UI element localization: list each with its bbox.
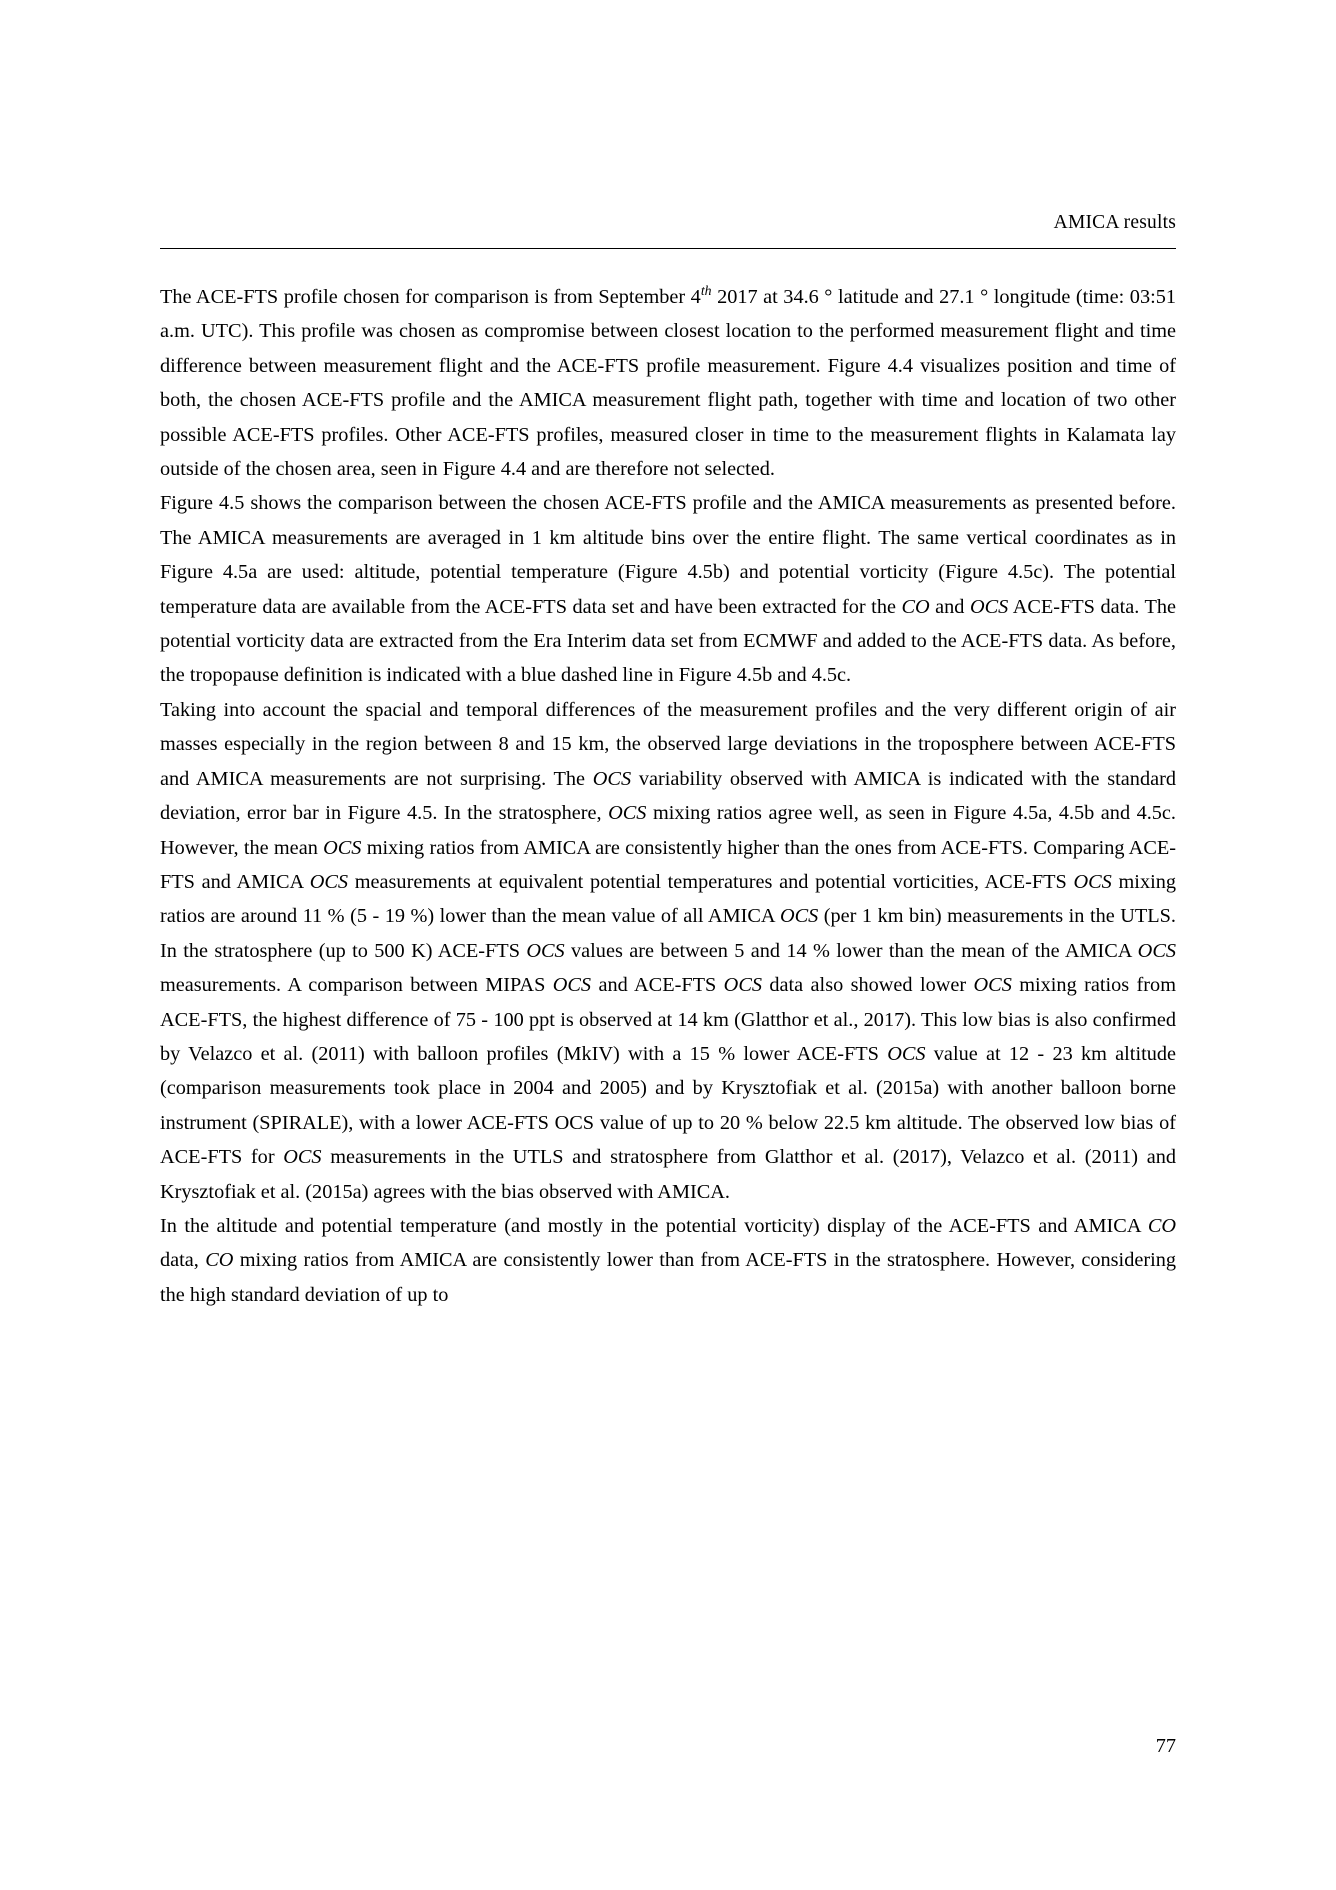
body-text bbox=[160, 280, 1176, 1312]
header-divider bbox=[160, 248, 1176, 249]
paragraph-3: Taking into account the spacial and temporal differences of the measurement profiles and the very different origin of air masses especially in the region between 8 and 15 km, the observed large deviations in the troposphere between ACE-FTS and AMICA measurements are not surprising. The OCS variability observed with AMICA is indicated with the standard deviation, error bar in Figure 4.5. In the stratosphere, OCS mixing ratios agree well, as seen in Figure 4.5a, 4.5b and 4.5c. However, the mean OCS mixing ratios from AMICA are consistently higher than the ones from ACE-FTS. Comparing ACE-FTS and AMICA OCS measurements at equivalent potential temperatures and potential vorticities, ACE-FTS OCS mixing ratios are around 11 % (5 - 19 %) lower than the mean value of all AMICA OCS (per 1 km bin) measurements in the UTLS. In the stratosphere (up to 500 K) ACE-FTS OCS values are between 5 and 14 % lower than the mean of the AMICA OCS measurements. A comparison between MIPAS OCS and ACE-FTS OCS data also showed lower OCS mixing ratios from ACE-FTS, the highest difference of 75 - 100 ppt is observed at 14 km (Glatthor et al., 2017). This low bias is also confirmed by Velazco et al. (2011) with balloon profiles (MkIV) with a 15 % lower ACE-FTS OCS value at 12 - 23 km altitude (comparison measurements took place in 2004 and 2005) and by Krysztofiak et al. (2015a) with another balloon borne instrument (SPIRALE), with a lower ACE-FTS OCS value of up to 20 % below 22.5 km altitude. The observed low bias of ACE-FTS for OCS measurements in the UTLS and stratosphere from Glatthor et al. (2017), Velazco et al. (2011) and Krysztofiak et al. (2015a) agrees with the bias observed with AMICA. bbox=[160, 698, 1177, 1203]
running-header: AMICA results bbox=[1053, 212, 1176, 233]
page-number: 77 bbox=[1155, 1735, 1176, 1757]
paragraph-1: The ACE-FTS profile chosen for comparison is from September 4th 2017 at 34.6 ° latitude and 27.1 ° longitude (time: 03:51 a.m. UTC). This profile was chosen as compromise between closest location to the performed measurement flight and time difference between measurement flight and the ACE-FTS profile measurement. Figure 4.4 visualizes position and time of both, the chosen ACE-FTS profile and the AMICA measurement flight path, together with time and location of two other possible ACE-FTS profiles. Other ACE-FTS profiles, measured closer in time to the measurement flights in Kalamata lay outside of the chosen area, seen in Figure 4.4 and are therefore not selected. bbox=[160, 283, 1176, 481]
paragraph-4: In the altitude and potential temperature (and mostly in the potential vorticity) display of the ACE-FTS and AMICA CO data, CO mixing ratios from AMICA are consistently lower than from ACE-FTS in the stratosphere. However, considering the high standard deviation of up to bbox=[160, 1214, 1177, 1306]
paragraph-2: Figure 4.5 shows the comparison between the chosen ACE-FTS profile and the AMICA measurements as presented before. The AMICA measurements are averaged in 1 km altitude bins over the entire flight. The same vertical coordinates as in Figure 4.5a are used: altitude, potential temperature (Figure 4.5b) and potential vorticity (Figure 4.5c). The potential temperature data are available from the ACE-FTS data set and have been extracted for the CO and OCS ACE-FTS data. The potential vorticity data are extracted from the Era Interim data set from ECMWF and added to the ACE-FTS data. As before, the tropopause definition is indicated with a blue dashed line in Figure 4.5b and 4.5c. bbox=[160, 492, 1176, 687]
